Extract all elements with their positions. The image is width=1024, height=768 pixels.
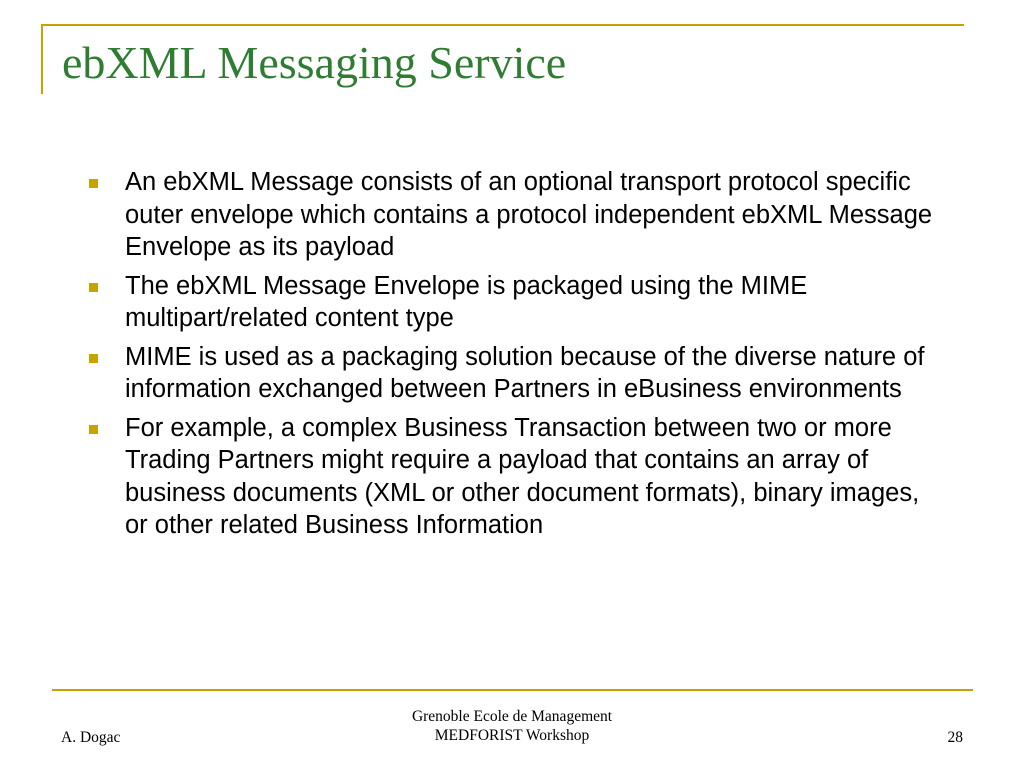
- slide-title: ebXML Messaging Service: [62, 37, 567, 88]
- bullet-item: [88, 270, 948, 335]
- square-bullet-icon: [89, 354, 98, 363]
- title-left-rule: [41, 24, 43, 94]
- footer-organization: Grenoble Ecole de Management: [411, 708, 613, 725]
- footer-event: MEDFORIST Workshop: [434, 727, 590, 744]
- bullet-item: [88, 341, 948, 406]
- title-top-rule: [41, 24, 964, 26]
- square-bullet-icon: [89, 179, 98, 188]
- square-bullet-icon: [89, 283, 98, 292]
- bullet-list: [88, 166, 948, 548]
- bullet-item: [88, 412, 948, 542]
- page-number: 28: [947, 729, 963, 746]
- footer-author: A. Dogac: [61, 729, 121, 746]
- footer-center: [312, 707, 712, 745]
- square-bullet-icon: [89, 425, 98, 434]
- bullet-text: An ebXML Message consists of an optional transport protocol specific outer envelope which contains a protocol independent ebXML Message Envelope as its payload: [125, 168, 933, 261]
- footer-rule: [52, 689, 973, 691]
- bullet-text: The ebXML Message Envelope is packaged using the MIME multipart/related content type: [125, 271, 808, 332]
- bullet-text: For example, a complex Business Transaction between two or more Trading Partners might require a payload that contains an array of business documents (XML or other document formats), binary images, or other related Business Information: [125, 413, 920, 539]
- bullet-text: MIME is used as a packaging solution because of the diverse nature of information exchanged between Partners in eBusiness environments: [125, 342, 925, 403]
- bullet-item: [88, 166, 948, 264]
